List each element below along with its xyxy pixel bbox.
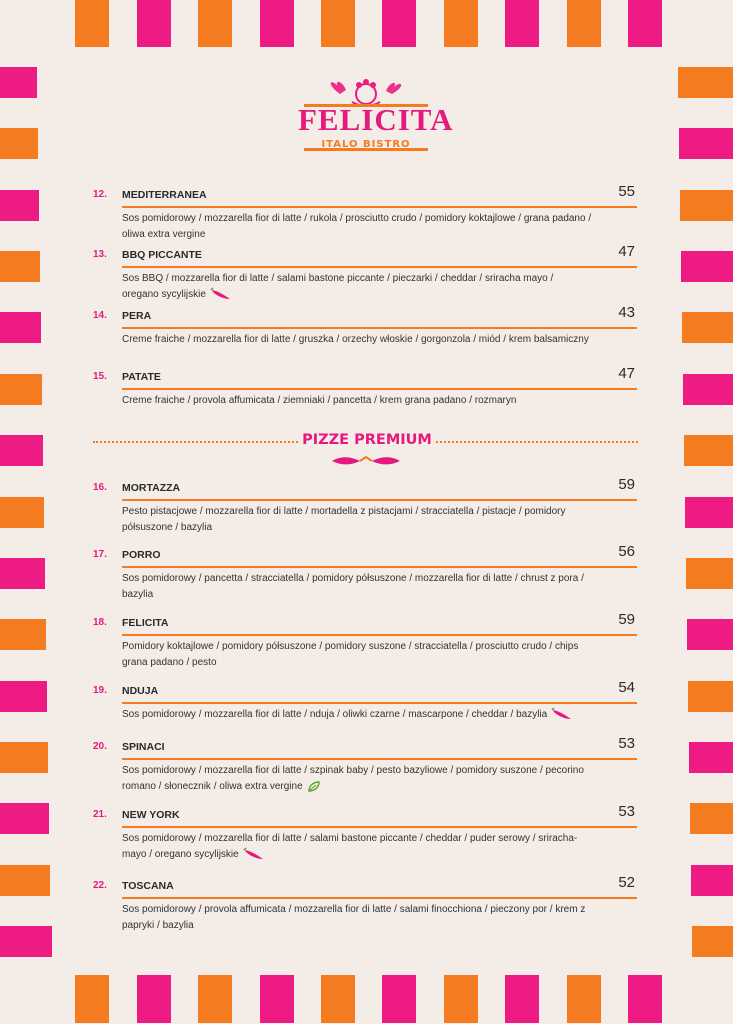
item-description-text: Pesto pistacjowe / mozzarella fior di latte / mortadella z pistacjami / stracciatella / pistacje / pomidory półsuszone / bazylia xyxy=(122,506,566,533)
item-description-text: Sos BBQ / mozzarella fior di latte / salami bastone piccante / pieczarki / cheddar / sriracha mayo / oregano sycylijskie xyxy=(122,273,554,300)
stripe xyxy=(75,0,109,47)
stripe xyxy=(685,497,733,528)
item-name: TOSCANA xyxy=(122,880,174,892)
item-description xyxy=(122,707,622,723)
stripe xyxy=(444,975,478,1023)
stripe xyxy=(505,0,539,47)
item-price: 56 xyxy=(618,543,635,560)
item-name: PATATE xyxy=(122,371,161,383)
logo-name: FELICITA xyxy=(298,102,454,137)
stripe xyxy=(0,497,44,528)
stripe xyxy=(567,975,601,1023)
item-description-text: Creme fraiche / provola affumicata / ziemniaki / pancetta / krem grana padano / rozmaryn xyxy=(122,395,517,406)
item-description-text: Sos pomidorowy / mozzarella fior di latte / nduja / oliwki czarne / mascarpone / cheddar / bazylia xyxy=(122,709,548,720)
chili-flourish-icon xyxy=(330,453,402,469)
stripe xyxy=(321,975,355,1023)
item-number: 20. xyxy=(93,741,107,752)
stripe xyxy=(444,0,478,47)
section-title: PIZZE PREMIUM xyxy=(302,432,432,448)
stripe xyxy=(75,975,109,1023)
logo-subtitle: ITALO BISTRO xyxy=(321,139,411,150)
stripe xyxy=(680,190,733,221)
divider xyxy=(122,388,637,390)
item-description xyxy=(122,504,592,536)
item-price: 59 xyxy=(618,476,635,493)
stripe xyxy=(505,975,539,1023)
item-description xyxy=(122,639,592,671)
item-number: 17. xyxy=(93,549,107,560)
leaf-icon xyxy=(307,780,321,793)
item-price: 53 xyxy=(618,803,635,820)
item-name: NEW YORK xyxy=(122,809,180,821)
stripe xyxy=(0,251,40,282)
item-description-text: Sos pomidorowy / provola affumicata / mozzarella fior di latte / salami finocchiona / pieczony por / krem z papryki / bazylia xyxy=(122,904,586,931)
stripe xyxy=(0,67,37,98)
chili-icon xyxy=(243,847,265,861)
item-name: SPINACI xyxy=(122,741,165,753)
item-number: 21. xyxy=(93,809,107,820)
item-price: 47 xyxy=(618,243,635,260)
stripe xyxy=(628,0,662,47)
divider xyxy=(122,634,637,636)
item-description-text: Sos pomidorowy / mozzarella fior di latte / rukola / prosciutto crudo / pomidory koktajlowe / grana padano / oliwa extra vergine xyxy=(122,213,592,240)
item-number: 18. xyxy=(93,617,107,628)
divider xyxy=(122,327,637,329)
stripe xyxy=(260,0,294,47)
item-price: 53 xyxy=(618,735,635,752)
divider xyxy=(122,566,637,568)
stripe xyxy=(0,619,46,650)
stripe xyxy=(198,0,232,47)
item-number: 13. xyxy=(93,249,107,260)
stripe xyxy=(198,975,232,1023)
item-price: 43 xyxy=(618,304,635,321)
stripe xyxy=(681,251,733,282)
dotted-divider-left xyxy=(93,441,298,443)
item-description xyxy=(122,902,592,934)
divider xyxy=(122,266,637,268)
divider xyxy=(122,206,637,208)
stripe xyxy=(382,975,416,1023)
item-name: FELICITA xyxy=(122,617,169,629)
stripe xyxy=(679,128,733,159)
stripe xyxy=(682,312,733,343)
item-description-text: Pomidory koktajlowe / pomidory półsuszone / pomidory suszone / stracciatella / prosciutto crudo / chips grana padano / pesto xyxy=(122,641,579,668)
stripe xyxy=(382,0,416,47)
item-name: NDUJA xyxy=(122,685,159,697)
item-name: PERA xyxy=(122,310,152,322)
divider xyxy=(122,499,637,501)
stripe xyxy=(689,742,733,773)
stripe xyxy=(692,926,733,957)
item-description-text: Sos pomidorowy / pancetta / stracciatella / pomidory półsuszone / mozzarella fior di latte / chrust z pora / bazylia xyxy=(122,573,584,600)
item-name: MEDITERRANEA xyxy=(122,189,207,201)
item-name: MORTAZZA xyxy=(122,482,181,494)
stripe xyxy=(0,865,50,896)
item-price: 54 xyxy=(618,679,635,696)
stripe xyxy=(321,0,355,47)
item-price: 52 xyxy=(618,874,635,891)
stripe xyxy=(567,0,601,47)
stripe xyxy=(683,374,733,405)
item-number: 19. xyxy=(93,685,107,696)
stripe xyxy=(0,374,42,405)
stripe xyxy=(0,190,39,221)
chili-icon xyxy=(210,287,232,301)
item-description xyxy=(122,332,592,348)
stripe xyxy=(0,681,47,712)
stripe xyxy=(684,435,733,466)
stripe xyxy=(0,926,52,957)
item-number: 14. xyxy=(93,310,107,321)
chili-icon xyxy=(551,707,573,721)
item-description xyxy=(122,831,592,863)
stripe xyxy=(0,742,48,773)
item-description-text: Sos pomidorowy / mozzarella fior di latte / salami bastone piccante / cheddar / puder serowy / sriracha-mayo / oregano sycylijskie xyxy=(122,833,578,860)
stripe xyxy=(0,558,45,589)
stripe xyxy=(0,435,43,466)
stripe xyxy=(678,67,733,98)
stripe xyxy=(0,128,38,159)
stripe xyxy=(0,312,41,343)
stripe xyxy=(0,803,49,834)
stripe xyxy=(687,619,733,650)
item-description-text: Creme fraiche / mozzarella fior di latte / gruszka / orzechy włoskie / gorgonzola / miód / krem balsamiczny xyxy=(122,334,589,345)
divider xyxy=(122,702,637,704)
item-number: 15. xyxy=(93,371,107,382)
item-price: 55 xyxy=(618,183,635,200)
item-description-text: Sos pomidorowy / mozzarella fior di latte / szpinak baby / pesto bazyliowe / pomidory suszone / pecorino romano / słonecznik / oliwa extra vergine xyxy=(122,765,584,792)
item-description xyxy=(122,271,592,303)
stripe xyxy=(137,975,171,1023)
item-description xyxy=(122,571,592,603)
stripe xyxy=(260,975,294,1023)
divider xyxy=(122,826,637,828)
item-number: 16. xyxy=(93,482,107,493)
item-description xyxy=(122,393,592,409)
item-name: PORRO xyxy=(122,549,161,561)
item-description xyxy=(122,211,592,243)
stripe xyxy=(686,558,733,589)
stripe xyxy=(690,803,733,834)
stripe xyxy=(688,681,733,712)
stripe xyxy=(691,865,733,896)
item-description xyxy=(122,763,592,795)
divider xyxy=(122,897,637,899)
item-price: 59 xyxy=(618,611,635,628)
stripe xyxy=(628,975,662,1023)
stripe xyxy=(137,0,171,47)
item-number: 22. xyxy=(93,880,107,891)
divider xyxy=(122,758,637,760)
item-name: BBQ PICCANTE xyxy=(122,249,202,261)
dotted-divider-right xyxy=(436,441,638,443)
item-number: 12. xyxy=(93,189,107,200)
item-price: 47 xyxy=(618,365,635,382)
